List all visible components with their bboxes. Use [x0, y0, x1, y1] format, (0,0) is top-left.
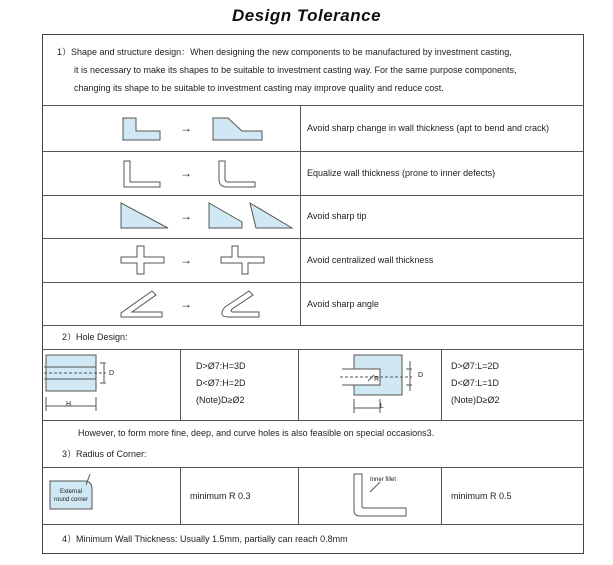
sharp-tip-shape-icon	[118, 200, 173, 232]
l-shape-even-icon	[215, 158, 265, 190]
blind-hole-rule: D>Ø7:L=2D	[451, 361, 500, 371]
row-divider	[42, 325, 584, 326]
radius-r-label: R	[374, 376, 380, 383]
row-divider	[42, 238, 584, 239]
rule-text: Equalize wall thickness (prone to inner defects)	[307, 168, 496, 178]
column-divider	[298, 467, 299, 524]
sharp-angle-shape-icon	[118, 287, 168, 319]
blind-hole-note: (Note)D≥Ø2	[451, 395, 500, 405]
arrow-icon: →	[180, 121, 192, 135]
row-divider	[42, 467, 584, 468]
row-divider	[42, 151, 584, 152]
dimension-l-label: L	[380, 403, 384, 410]
arrow-icon: →	[180, 253, 192, 267]
through-hole-note: (Note)D≥Ø2	[196, 395, 245, 405]
rule-text: Avoid centralized wall thickness	[307, 255, 434, 265]
column-divider	[298, 349, 299, 420]
arrow-icon: →	[180, 209, 192, 223]
blind-hole-rule: D<Ø7:L=1D	[451, 378, 500, 388]
through-hole-rule: D<Ø7:H=2D	[196, 378, 246, 388]
blunt-tip-shapes-icon	[206, 200, 298, 232]
rounded-angle-shape-icon	[215, 287, 265, 319]
dimension-d-label: D	[418, 372, 424, 379]
tapered-wall-shape-icon	[210, 115, 270, 143]
row-divider	[42, 420, 584, 421]
row-divider	[42, 282, 584, 283]
through-hole-rule: D>Ø7:H=3D	[196, 361, 246, 371]
section4-text: 4）Minimum Wall Thickness: Usually 1.5mm, partially can reach 0.8mm	[62, 534, 348, 544]
dimension-h-label: H	[66, 401, 72, 408]
l-shape-uneven-icon	[120, 158, 170, 190]
section1-intro: it is necessary to make its shapes to be suitable to investment casting way. For the same purpose components,	[74, 65, 517, 75]
offset-junction-icon	[218, 244, 268, 276]
external-corner-label: External	[59, 489, 82, 495]
arrow-icon: →	[180, 297, 192, 311]
column-divider	[441, 467, 442, 524]
inner-fillet-label: Inner fillet	[370, 477, 397, 483]
dimension-d-label: D	[109, 370, 115, 377]
stepped-wall-shape-icon	[120, 115, 170, 143]
row-divider	[42, 195, 584, 196]
section3-heading: 3）Radius of Corner:	[62, 449, 147, 459]
section1-intro: changing its shape to be suitable to investment casting may improve quality and reduce cost.	[74, 83, 444, 93]
external-corner-value: minimum R 0.3	[190, 491, 251, 501]
row-divider	[42, 349, 584, 350]
blind-hole-diagram-icon	[340, 351, 438, 418]
row-divider	[42, 524, 584, 525]
column-divider	[180, 467, 181, 524]
external-corner-label: round corner	[53, 497, 89, 503]
through-hole-diagram-icon	[44, 351, 178, 418]
cross-junction-icon	[118, 244, 168, 276]
rule-text: Avoid sharp change in wall thickness (apt to bend and crack)	[307, 123, 549, 133]
row-divider	[42, 105, 584, 106]
column-divider	[441, 349, 442, 420]
rule-text: Avoid sharp angle	[307, 299, 379, 309]
rule-text: Avoid sharp tip	[307, 211, 367, 221]
hole-design-footnote: However, to form more fine, deep, and curve holes is also feasible on special occasions3.	[78, 428, 435, 438]
column-divider	[180, 349, 181, 420]
page-title: Design Tolerance	[231, 6, 382, 25]
section2-heading: 2）Hole Design:	[62, 332, 128, 342]
arrow-icon: →	[180, 166, 192, 180]
section1-intro: 1）Shape and structure design：When designing the new components to be manufactured by investment casting,	[57, 47, 512, 57]
inner-fillet-value: minimum R 0.5	[451, 491, 512, 501]
column-divider	[300, 105, 301, 325]
